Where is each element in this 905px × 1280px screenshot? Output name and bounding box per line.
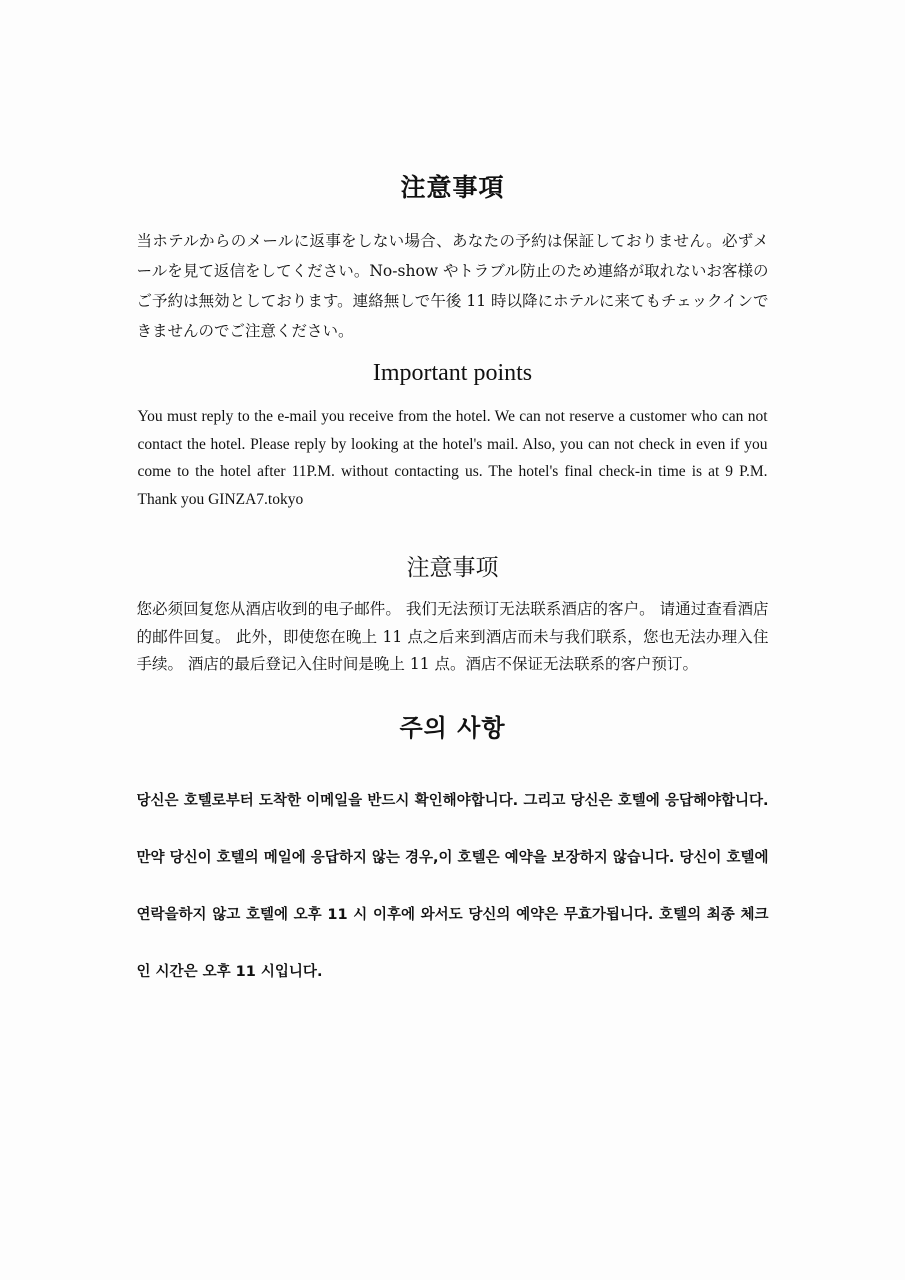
english-section bbox=[0, 360, 905, 513]
korean-body: 당신은 호텔로부터 도착한 이메일을 반드시 확인해야합니다. 그리고 당신은 호텔에 응답해야합니다. 만약 당신이 호텔의 메일에 응답하지 않는 경우,이 호텔은 예약을 보장하지 않습니다. 당신이 호텔에 연락을하지 않고 호텔에 오후 11 시 이후에 와서도 당신의 예약은 무효가됩니다. 호텔의 최종 체크인 시간은 오후 11 시입니다. bbox=[136, 793, 769, 980]
korean-section bbox=[0, 708, 905, 1001]
chinese-body: 您必须回复您从酒店收到的电子邮件。 我们无法预订无法联系酒店的客户。 请通过查看酒店的邮件回复。 此外，即使您在晚上 11 点之后来到酒店而未与我们联系，您也无法办理入住手续。 酒店的最后登记入住时间是晚上 11 点。酒店不保证无法联系的客户预订。 bbox=[136, 600, 769, 673]
japanese-title: 注意事項 bbox=[400, 173, 505, 202]
english-title: Important points bbox=[372, 360, 533, 386]
chinese-title: 注意事项 bbox=[406, 555, 499, 581]
korean-title: 주의 사항 bbox=[399, 714, 506, 742]
chinese-section bbox=[0, 549, 905, 679]
english-body: You must reply to the e-mail you receive from the hotel. We can not reserve a customer who can not contact the hotel. Please reply by looking at the hotel's mail. Also, you can not check in even if you come to the hotel after 11P.M. without contacting us. The hotel's final check-in time is at 9 P.M. Thank you GINZA7.tokyo bbox=[137, 408, 768, 508]
japanese-section bbox=[0, 168, 905, 346]
japanese-body: 当ホテルからのメールに返事をしない場合、あなたの予約は保証しておりません。必ずメールを見て返信をしてください。No-show やトラブル防止のため連絡が取れないお客様のご予約は無効としております。連絡無しで午後 11 時以降にホテルに来てもチェックインできませんのでご注意ください。 bbox=[136, 232, 769, 340]
